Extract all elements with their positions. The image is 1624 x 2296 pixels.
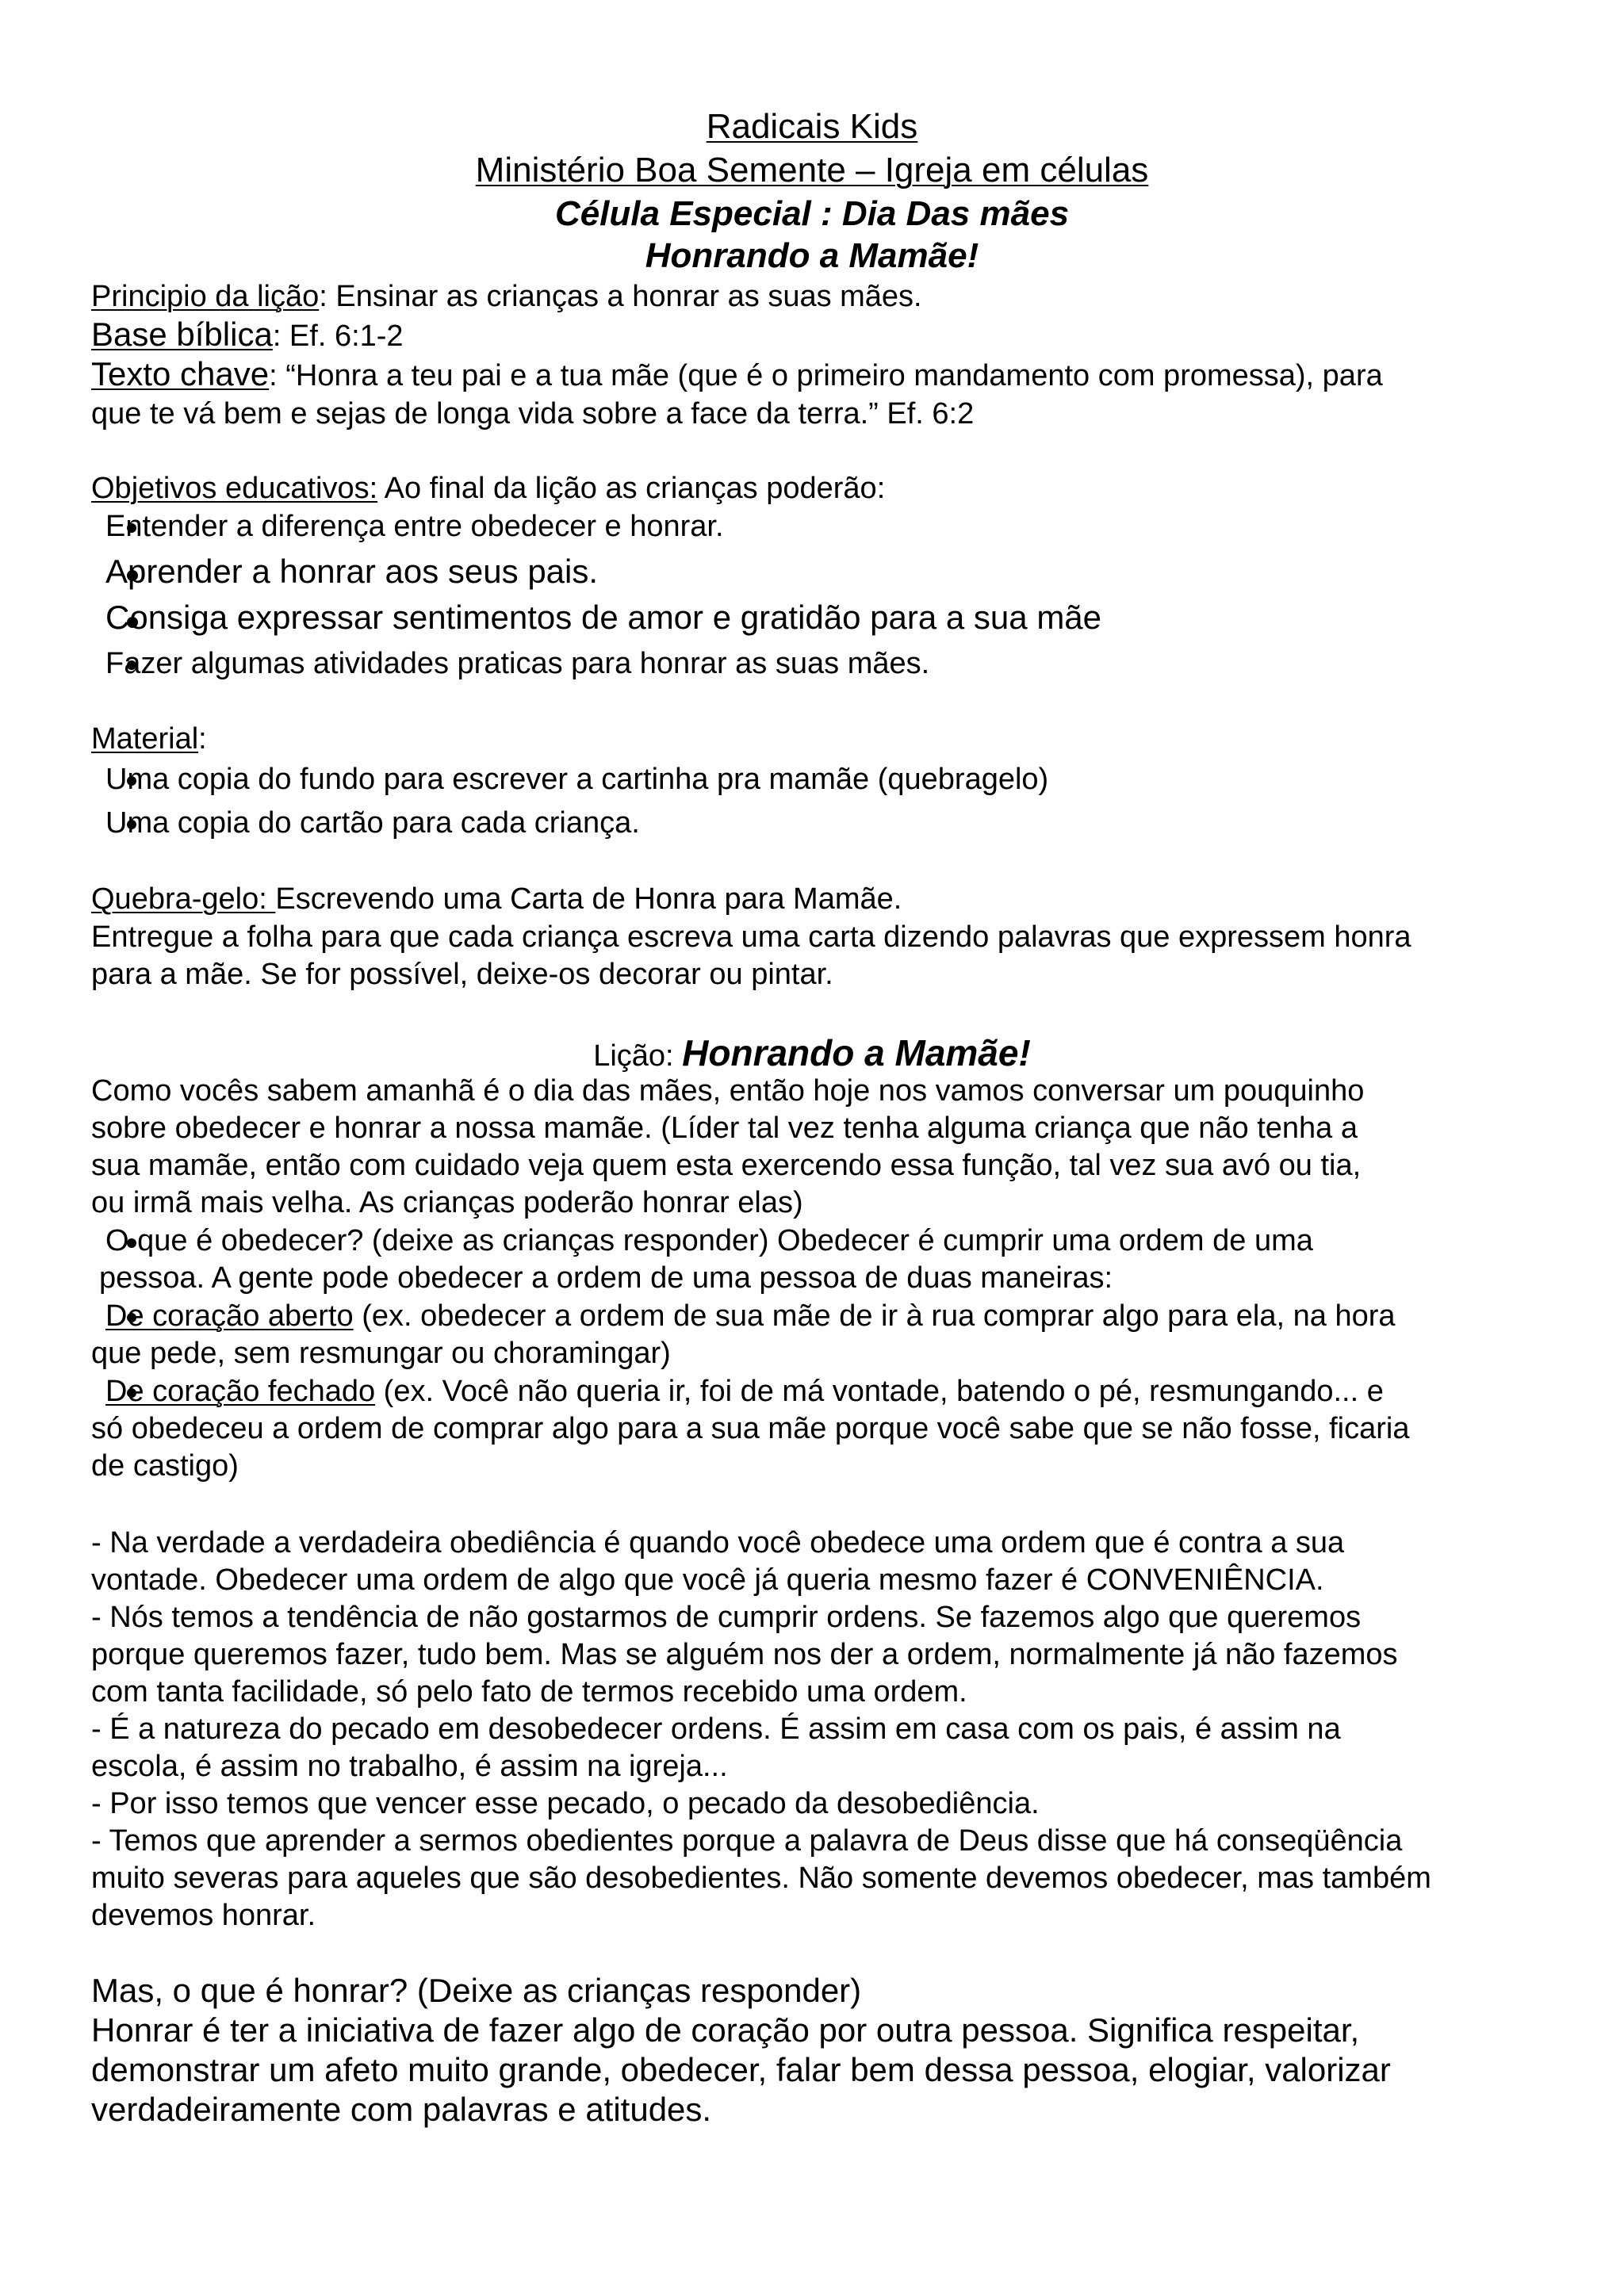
licao-paragraph-line: vontade. Obedecer uma ordem de algo que você já queria mesmo fazer é CONVENIÊNCIA.: [91, 1563, 1324, 1597]
principio-line: [91, 279, 922, 314]
fechado-text-1: (ex. Você não queria ir, foi de má vontade, batendo o pé, resmungando... e: [375, 1375, 1384, 1408]
licao-paragraph-line: devemos honrar.: [91, 1899, 316, 1932]
material-colon: :: [198, 722, 207, 756]
licao-text: sobre obedecer e honrar a nossa mamãe. (Líder tal vez tenha alguma criança que não tenha a: [91, 1112, 1358, 1145]
licao-text: sua mamãe, então com cuidado veja quem esta exercendo essa função, tal vez sua avó ou tia,: [91, 1149, 1362, 1182]
licao-paragraph-line: escola, é assim no trabalho, é assim na igreja...: [91, 1750, 728, 1783]
licao-paragraph-line: - Nós temos a tendência de não gostarmos de cumprir ordens. Se fazemos algo que queremos: [91, 1601, 1362, 1634]
licao-paragraph-line: muito severas para aqueles que são desobedientes. Não somente devemos obedecer, mas também: [91, 1862, 1431, 1895]
licao-prefix: Lição:: [593, 1039, 683, 1073]
licao-paragraph-line: - É a natureza do pecado em desobedecer ordens. É assim em casa com os pais, é assim na: [91, 1712, 1341, 1746]
objetivo-item: Entender a diferença entre obedecer e honrar.: [105, 510, 724, 543]
base-label: Base bíblica: [91, 316, 273, 353]
fechado-line-3: de castigo): [91, 1449, 239, 1483]
aberto-line-2: que pede, sem resmungar ou choramingar): [91, 1337, 671, 1370]
objetivo-item: Aprender a honrar aos seus pais.: [105, 553, 599, 590]
header-line-1: Radicais Kids: [706, 107, 918, 146]
aberto-text-1: (ex. obedecer a ordem de sua mãe de ir à rua comprar algo para ela, na hora: [353, 1299, 1396, 1333]
quebragelo-text: Entregue a folha para que cada criança escreva uma carta dizendo palavras que expressem honra: [91, 920, 1411, 954]
aberto-label: De coração aberto: [105, 1299, 354, 1333]
texto-label: Texto chave: [91, 355, 270, 392]
base-text: : Ef. 6:1-2: [272, 320, 404, 353]
honrar-text: demonstrar um afeto muito grande, obedecer, falar bem dessa pessoa, elogiar, valorizar: [91, 2051, 1391, 2088]
oque-line-1: O que é obedecer? (deixe as crianças responder) Obedecer é cumprir uma ordem de uma: [105, 1224, 1313, 1257]
licao-paragraph-line: com tanta facilidade, só pelo fato de termos recebido uma ordem.: [91, 1675, 967, 1709]
material-item: Uma copia do cartão para cada criança.: [105, 806, 640, 840]
honrar-text: verdadeiramente com palavras e atitudes.: [91, 2091, 712, 2128]
texto-line-1: [91, 355, 1383, 395]
header-title: Honrando a Mamãe!: [645, 236, 979, 275]
licao-paragraph-line: - Por isso temos que vencer esse pecado, o pecado da desobediência.: [91, 1787, 1040, 1820]
quebragelo-title: Escrevendo uma Carta de Honra para Mamãe.: [275, 882, 902, 916]
objetivos-line: [91, 471, 885, 506]
quebragelo-line: [91, 882, 902, 916]
licao-paragraph-line: porque queremos fazer, tudo bem. Mas se alguém nos der a ordem, normalmente já não fazemos: [91, 1638, 1398, 1671]
texto-line-2: que te vá bem e sejas de longa vida sobre a face da terra.” Ef. 6:2: [91, 397, 975, 430]
quebragelo-label: Quebra-gelo:: [91, 882, 276, 916]
licao-text: ou irmã mais velha. As crianças poderão honrar elas): [91, 1186, 803, 1219]
honrar-question: Mas, o que é honrar? (Deixe as crianças responder): [91, 1972, 862, 2009]
aberto-line-1: [105, 1299, 1396, 1334]
material-item: Uma copia do fundo para escrever a cartinha pra mamãe (quebragelo): [105, 763, 1049, 796]
honrar-text: Honrar é ter a iniciativa de fazer algo de coração por outra pessoa. Significa respeitar,: [91, 2011, 1360, 2049]
licao-paragraph-line: - Temos que aprender a sermos obedientes porque a palavra de Deus disse que há conseqüência: [91, 1824, 1403, 1858]
material-line: [91, 721, 207, 756]
fechado-line-1: [105, 1374, 1384, 1409]
licao-heading: [0, 1031, 1624, 1078]
fechado-label: De coração fechado: [105, 1375, 376, 1408]
licao-text: Como vocês sabem amanhã é o dia das mães, então hoje nos vamos conversar um pouquinho: [91, 1074, 1365, 1108]
objetivo-item: Fazer algumas atividades praticas para honrar as suas mães.: [105, 647, 930, 680]
objetivos-label: Objetivos educativos:: [91, 472, 378, 505]
licao-paragraph-line: - Na verdade a verdadeira obediência é quando você obedece uma ordem que é contra a sua: [91, 1526, 1345, 1559]
principio-label: Principio da lição: [91, 280, 320, 313]
principio-text: : Ensinar as crianças a honrar as suas mães.: [319, 280, 922, 313]
objetivos-text: Ao final da lição as crianças poderão:: [377, 472, 886, 505]
fechado-line-2: só obedeceu a ordem de comprar algo para a sua mãe porque você sabe que se não fosse, ficaria: [91, 1412, 1410, 1445]
licao-title: Honrando a Mamãe!: [682, 1032, 1031, 1073]
header-line-3: Célula Especial : Dia Das mães: [554, 194, 1070, 233]
texto-text-1: : “Honra a teu pai e a tua mãe (que é o primeiro mandamento com promessa), para: [269, 359, 1383, 392]
oque-line-2: pessoa. A gente pode obedecer a ordem de uma pessoa de duas maneiras:: [99, 1261, 1113, 1295]
objetivo-item: Consiga expressar sentimentos de amor e gratidão para a sua mãe: [105, 599, 1102, 636]
quebragelo-text: para a mãe. Se for possível, deixe-os decorar ou pintar.: [91, 958, 833, 991]
base-line: [91, 316, 404, 355]
header-line-2: Ministério Boa Semente – Igreja em células: [475, 151, 1149, 189]
material-label: Material: [91, 722, 199, 756]
